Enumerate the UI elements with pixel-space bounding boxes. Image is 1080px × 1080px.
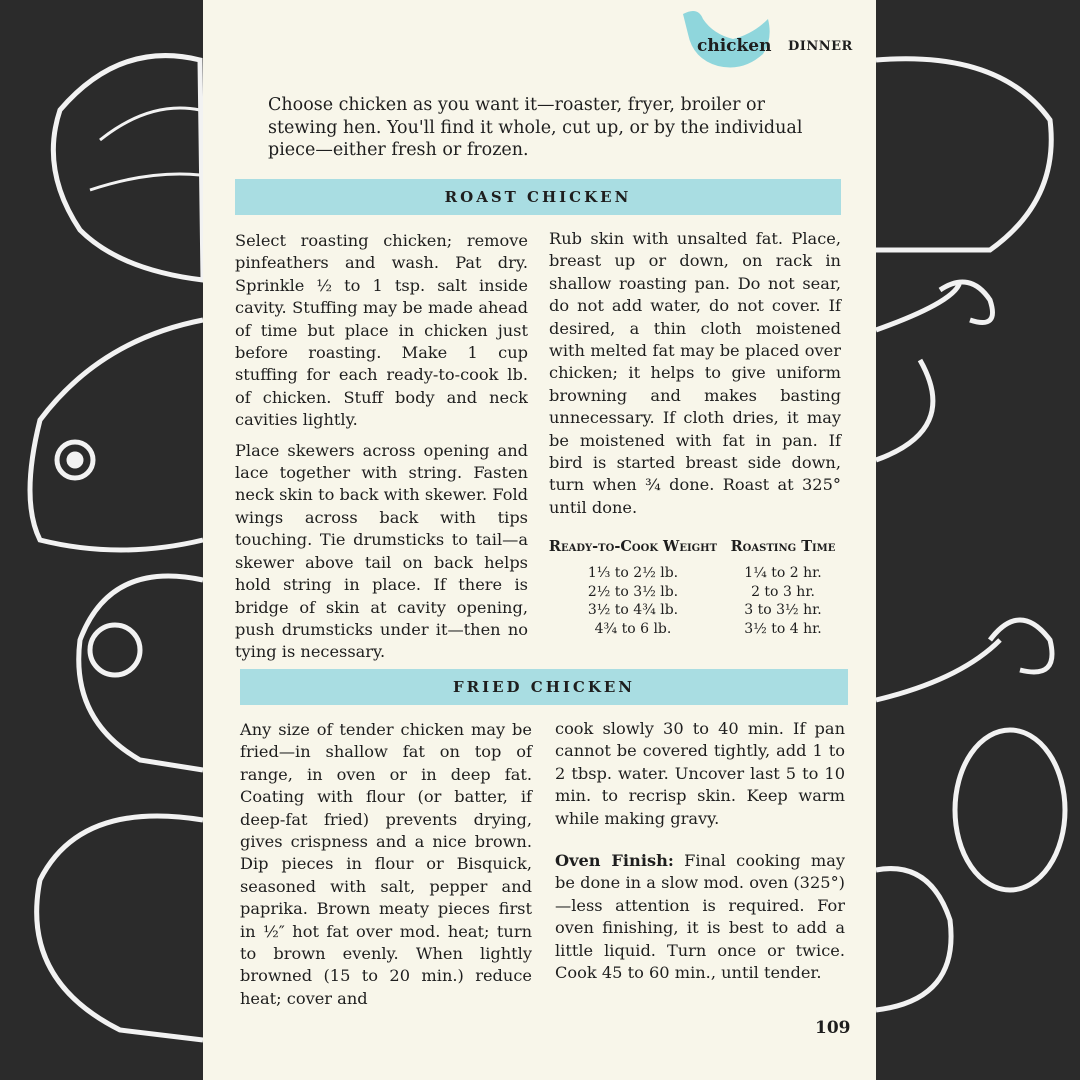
roasting-table — [548, 538, 848, 638]
table-header: Roasting Time — [730, 538, 836, 555]
fried-right-column — [555, 718, 845, 992]
table-row — [548, 620, 848, 639]
weight-cell: 2½ to 3½ lb. — [587, 583, 679, 600]
header-word: chicken — [697, 36, 772, 56]
steak-illustration — [53, 56, 203, 280]
cookbook-page — [203, 0, 876, 1080]
roast-paragraph: Rub skin with unsalted fat. Place, breast up or down, on rack in shallow roasting pan. Do not sear, do not add water, do not cover. If desired, a thin cloth moistened with melted fat may be placed over chicken; it helps to give uniform browning and makes basting unnecessary. If cloth dries, it may be moistened with fat in pan. If bird is started breast side down, turn when ¾ done. Roast at 325° until done. — [549, 229, 841, 517]
egg-illustration — [955, 730, 1065, 890]
chicken-leg-illustration — [876, 59, 1051, 250]
page-number: 109 — [815, 1018, 851, 1038]
time-cell: 3 to 3½ hr. — [744, 602, 822, 618]
time-cell: 3½ to 4 hr. — [744, 620, 822, 637]
fried-left-column — [240, 719, 532, 1018]
drumstick-illustration — [876, 280, 993, 460]
drumstick-illustration-2 — [876, 620, 1052, 700]
table-row — [548, 601, 848, 620]
roast-right-column — [549, 228, 841, 527]
roast-chicken-heading: ROAST CHICKEN — [235, 179, 841, 215]
table-header: Ready-to-Cook Weight — [548, 538, 718, 555]
table-row — [548, 564, 848, 583]
weight-cell: 1⅓ to 2½ lb. — [587, 565, 679, 581]
ham-illustration — [79, 576, 203, 770]
roast-left-column — [235, 230, 528, 672]
time-cell: 1¼ to 2 hr. — [744, 565, 822, 581]
oven-finish-paragraph — [555, 850, 845, 984]
time-cell: 2 to 3 hr. — [751, 583, 815, 600]
page-header — [673, 4, 873, 74]
fried-paragraph: cook slowly 30 to 40 min. If pan cannot be covered tightly, add 1 to 2 tbsp. water. Uncover last 5 to 10 min. to recrisp skin. Keep warm while making gravy. — [555, 719, 845, 828]
fried-paragraph: Any size of tender chicken may be fried—in shallow fat on top of range, in oven or in deep fat. Coating with flour (or batter, if deep-fat fried) prevents drying, gives crispness and a nice brown. Dip pieces in flour or Bisquick, seasoned with salt, pepper and paprika. Brown meaty pieces first in ½″ hot fat over mod. heat; turn to brown evenly. When lightly browned (15 to 20 min.) reduce heat; cover and — [240, 720, 532, 1008]
fried-chicken-heading: FRIED CHICKEN — [240, 669, 848, 705]
table-row — [548, 583, 848, 602]
roast-paragraph: Select roasting chicken; remove pinfeathers and wash. Pat dry. Sprinkle ½ to 1 tsp. salt inside cavity. Stuffing may be made ahead of time but place in chicken just before roasting. Make 1 cup stuffing for each ready-to-cook lb. of chicken. Stuff body and neck cavities lightly. — [235, 231, 528, 430]
weight-cell: 4¾ to 6 lb. — [594, 620, 672, 637]
weight-cell: 3½ to 4¾ lb. — [587, 602, 679, 618]
fish-illustration — [30, 320, 203, 550]
header-section: DINNER — [788, 39, 853, 54]
oven-finish-label: Oven Finish: — [555, 851, 674, 871]
roast-paragraph: Place skewers across opening and lace together with string. Fasten neck skin to back with skewer. Fold wings across back with tips touching. Tie drumsticks to tail—a skewer above tail on back helps hold string in place. If there is bridge of skin at cavity opening, push drumsticks under it—then no tying is necessary. — [235, 440, 528, 662]
oven-finish-text: Final cooking may be done in a slow mod. oven (325°)—less attention is required. For oven finishing, it is best to add a little liquid. Turn once or twice. Cook 45 to 60 min., until tender. — [555, 851, 845, 983]
intro-text: Choose chicken as you want it—roaster, fryer, broiler or stewing hen. You'll find it whole, cut up, or by the individual piece—either fresh or frozen. — [268, 95, 803, 160]
steak-illustration-2 — [37, 816, 203, 1040]
